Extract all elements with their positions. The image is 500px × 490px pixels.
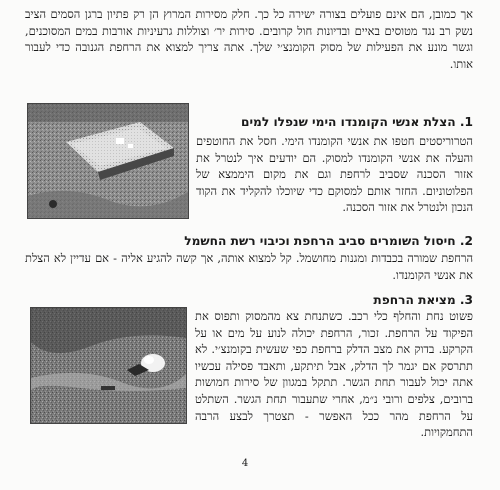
page-number: 4 [241, 458, 249, 469]
section-2-text: הרחפת שמורה בכבדות ומגנות מחושמל. קל למצוא אותה, אך קשה להגיע אליה - אם עדיין לא הצלת את אנשי הקומנדו. [25, 251, 473, 282]
section-1-heading: 1. הצלת אנשי הקומנדו הימי שנפלו למים [240, 115, 473, 129]
section-3-photo [30, 307, 187, 424]
section-1-text: הטרוריסטים חטפו את אנשי הקומנדו הימי. חסל את החוטפים והעלה את אנשי הקומנדו למסוק. הם יודעים איך לנטרל את אזור הסכנה שסביב לרחפת וגם את מקום היממצא של הפלוטוניום. החזר אותם למסוקם כדי שיוכלו להקליד את הקוד הנכון ולנטרל את אזור הסכנה. [196, 134, 473, 215]
section-2-heading: 2. חיסול השומרים סביב הרחפת וכיבוי רשת החשמל [184, 234, 473, 248]
intro-paragraph: אך כמובן, הם אינם פועלים בצורה ישירה כל כך. חלק מסירות המרוץ הן רק פתיון ברגן הסמים הציב נשק רב נגד מטוסים באיים ובדיונות חול קרובים. סירות יר׳ וצוללות גרעיניות אורבות במים המסוכנים, וגשר מונע את הפעילות של מסוק הקומנצ׳י שלך. אתה צריך למצוא את הרחפת הגנובה כדי לעבור אותו. [25, 7, 473, 71]
section-1-photo [27, 103, 189, 219]
section-3-text: פשוט נחת והחלף כלי רכב. כשתנחת צא מהמסוק ותפוס את הפיקוד על הרחפת. זכור, הרחפת יכולה לנוע על מים או על הקרקע. בדוק את מצב הדלק ברחפת כפי שעשית בקומנצ׳י. לא תתרסק אם יגמר לך הדלק, אבל תיתקע, ותאבד פסילה עכשיו אתה יכול לעבור תחת הגשר. תתקל במגוון של סירות חמושות ברובים, צלפים ורובי נ״מ, אחרי שתעבור תחת הגשר. השתלט על הרחפת מהר ככל האפשר - תצטרך לבצע הרבה התחמקויות. [195, 309, 473, 440]
section-3-heading: 3. מציאת הרחפת [373, 293, 473, 307]
